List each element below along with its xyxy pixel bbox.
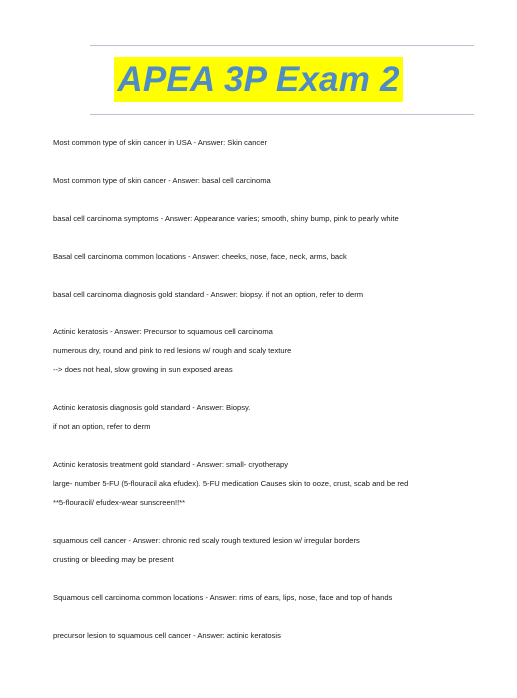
qa-line: Actinic keratosis diagnosis gold standard - Answer: Biopsy. bbox=[53, 403, 251, 412]
qa-entry bbox=[53, 588, 493, 607]
qa-line: Actinic keratosis treatment gold standard - Answer: small- cryotherapy bbox=[53, 460, 289, 469]
qa-entry bbox=[53, 531, 493, 569]
title-block bbox=[0, 57, 517, 102]
qa-entry bbox=[53, 626, 493, 645]
qa-line: Basal cell carcinoma common locations - Answer: cheeks, nose, face, neck, arms, back bbox=[53, 252, 347, 261]
header-rule-top bbox=[90, 45, 474, 46]
qa-entry bbox=[53, 455, 493, 512]
qa-line: basal cell carcinoma diagnosis gold standard - Answer: biopsy. if not an option, refer to derm bbox=[53, 290, 364, 299]
qa-line: Squamous cell carcinoma common locations - Answer: rims of ears, lips, nose, face and top of hands bbox=[53, 593, 393, 602]
qa-line: basal cell carcinoma symptoms - Answer: Appearance varies; smooth, shiny bump, pink to pearly white bbox=[53, 214, 399, 223]
qa-line: Actinic keratosis - Answer: Precursor to squamous cell carcinoma bbox=[53, 327, 273, 336]
qa-line: precursor lesion to squamous cell cancer - Answer: actinic keratosis bbox=[53, 631, 281, 640]
qa-line: large- number 5-FU (5-flouracil aka efudex). 5-FU medication Causes skin to ooze, crust, scab and be red bbox=[53, 479, 409, 488]
qa-line: Most common type of skin cancer in USA - Answer: Skin cancer bbox=[53, 138, 267, 147]
qa-entry bbox=[53, 285, 493, 304]
qa-line: --> does not heal, slow growing in sun exposed areas bbox=[53, 365, 233, 374]
qa-line: crusting or bleeding may be present bbox=[53, 555, 174, 564]
qa-line: Most common type of skin cancer - Answer: basal cell carcinoma bbox=[53, 176, 271, 185]
qa-entry bbox=[53, 133, 493, 152]
qa-entry bbox=[53, 322, 493, 379]
header-rule-bottom bbox=[90, 114, 474, 115]
document-title: APEA 3P Exam 2 bbox=[114, 57, 402, 102]
qa-list bbox=[53, 133, 493, 664]
qa-line: numerous dry, round and pink to red lesions w/ rough and scaly texture bbox=[53, 346, 292, 355]
qa-entry bbox=[53, 171, 493, 190]
qa-line: **5-flouracil/ efudex-wear sunscreen!!** bbox=[53, 498, 186, 507]
qa-entry bbox=[53, 398, 493, 436]
qa-entry bbox=[53, 209, 493, 228]
qa-entry bbox=[53, 247, 493, 266]
qa-line: if not an option, refer to derm bbox=[53, 422, 151, 431]
qa-line: squamous cell cancer - Answer: chronic red scaly rough textured lesion w/ irregular borders bbox=[53, 536, 360, 545]
